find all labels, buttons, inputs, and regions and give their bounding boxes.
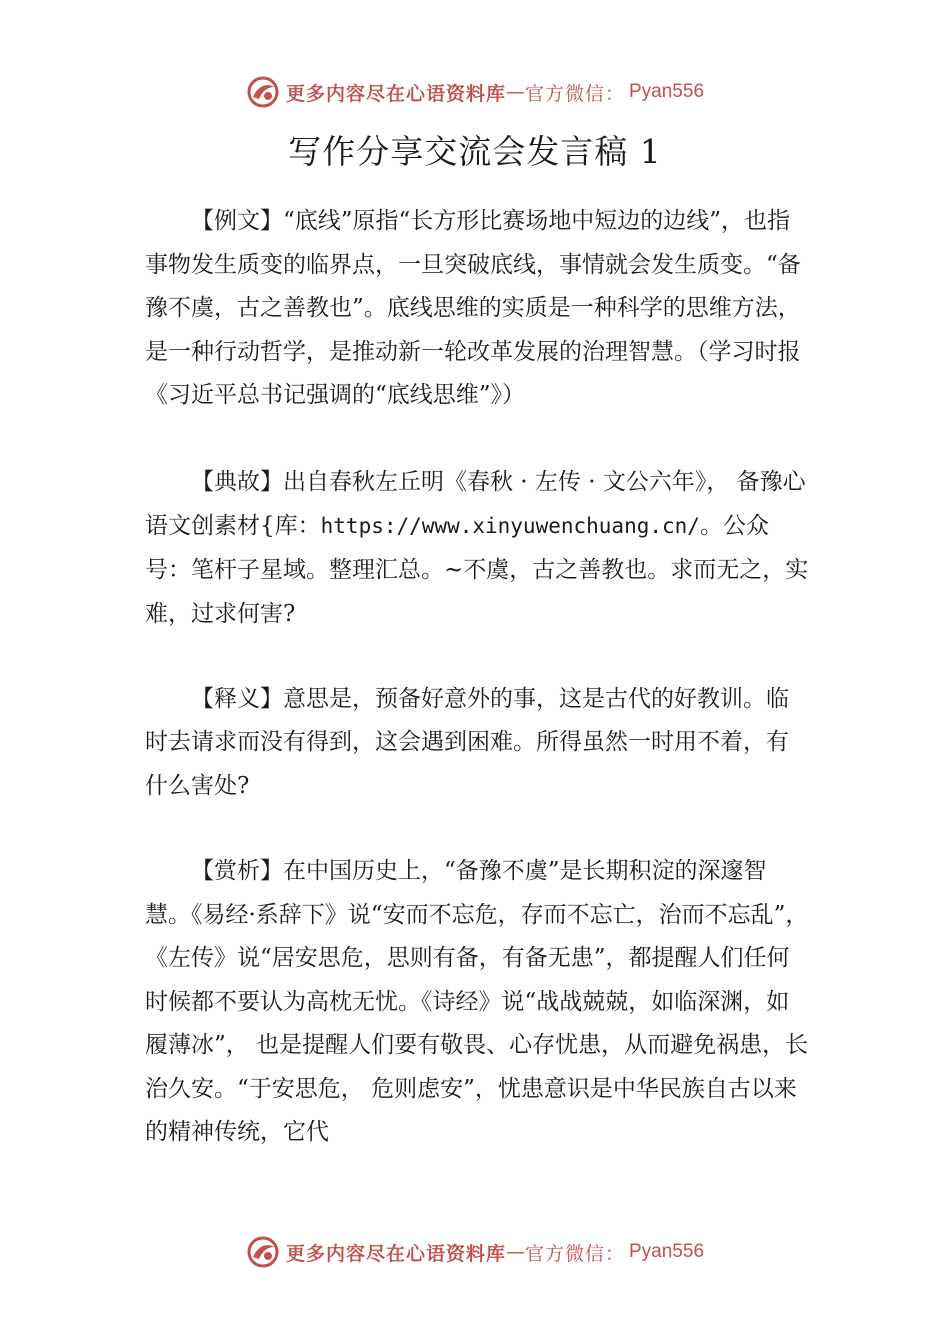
paragraph-example: 【例文】“底线”原指“长方形比赛场地中短边的边线”，也指事物发生质变的临界点，一旦突破底线，事情就会发生质变。“备豫不虞，古之善教也”。底线思维的实质是一种科学的思维方法，是一种行动哲学，是推动新一轮改革发展的治理智慧。（学习时报《习近平总书记强调的“底线思维”》）: [145, 208, 801, 408]
banner-brand-text: 更多内容尽在心语资料库: [285, 82, 506, 105]
logo-icon: [246, 1235, 280, 1269]
paragraph-meaning: 【释义】意思是，预备好意外的事，这是古代的好教训。临时去请求而没有得到，这会遇到困难。所得虽然一时用不着，有什么害处?: [145, 685, 789, 799]
source-url: https://www.xinyuwenchuang.cn/: [320, 513, 700, 538]
banner-wechat-label: 官方微信：: [524, 1242, 625, 1265]
banner-separator: —: [505, 81, 525, 103]
source-text-part2: 。公众号：笔杆子星域。整理汇总。~不虞，古之善教也。求而无之，实难，过求何害?: [145, 512, 809, 627]
paragraph-analysis: 【赏析】在中国历史上，“备豫不虞”是长期积淀的深邃智慧。《易经·系辞下》说“安而不忘危，存而不忘亡，治而不忘乱”，《左传》说“居安思危，思则有备，有备无患”，都提醒人们任何时候都不要认为高枕无忧。《诗经》说“战战兢兢，如临深渊，如履薄冰”， 也是提醒人们要有敬畏、心存忧患，从而避免祸患，长治久安。“于安思危， 危则虑安”，忧患意识是中华民族自古以来的精神传统，它代: [145, 858, 809, 1145]
banner-wechat-handle: Pyan556: [629, 81, 705, 102]
footer-banner: [0, 1232, 950, 1272]
banner-brand-text: 更多内容尽在心语资料库: [285, 1242, 506, 1265]
banner-wechat-label: 官方微信：: [524, 82, 625, 105]
header-banner: [0, 72, 950, 112]
logo-icon: [246, 75, 280, 109]
banner-wechat-handle: Pyan556: [629, 1241, 705, 1262]
document-body: [145, 200, 810, 1197]
banner-separator: —: [505, 1241, 525, 1263]
paragraph-source: [145, 460, 810, 636]
document-title: 写作分享交流会发言稿 1: [288, 132, 662, 171]
source-text-part1: 【典故】出自春秋左丘明《春秋 · 左传 · 文公六年》， 备豫心语文创素材{库：: [145, 468, 806, 539]
